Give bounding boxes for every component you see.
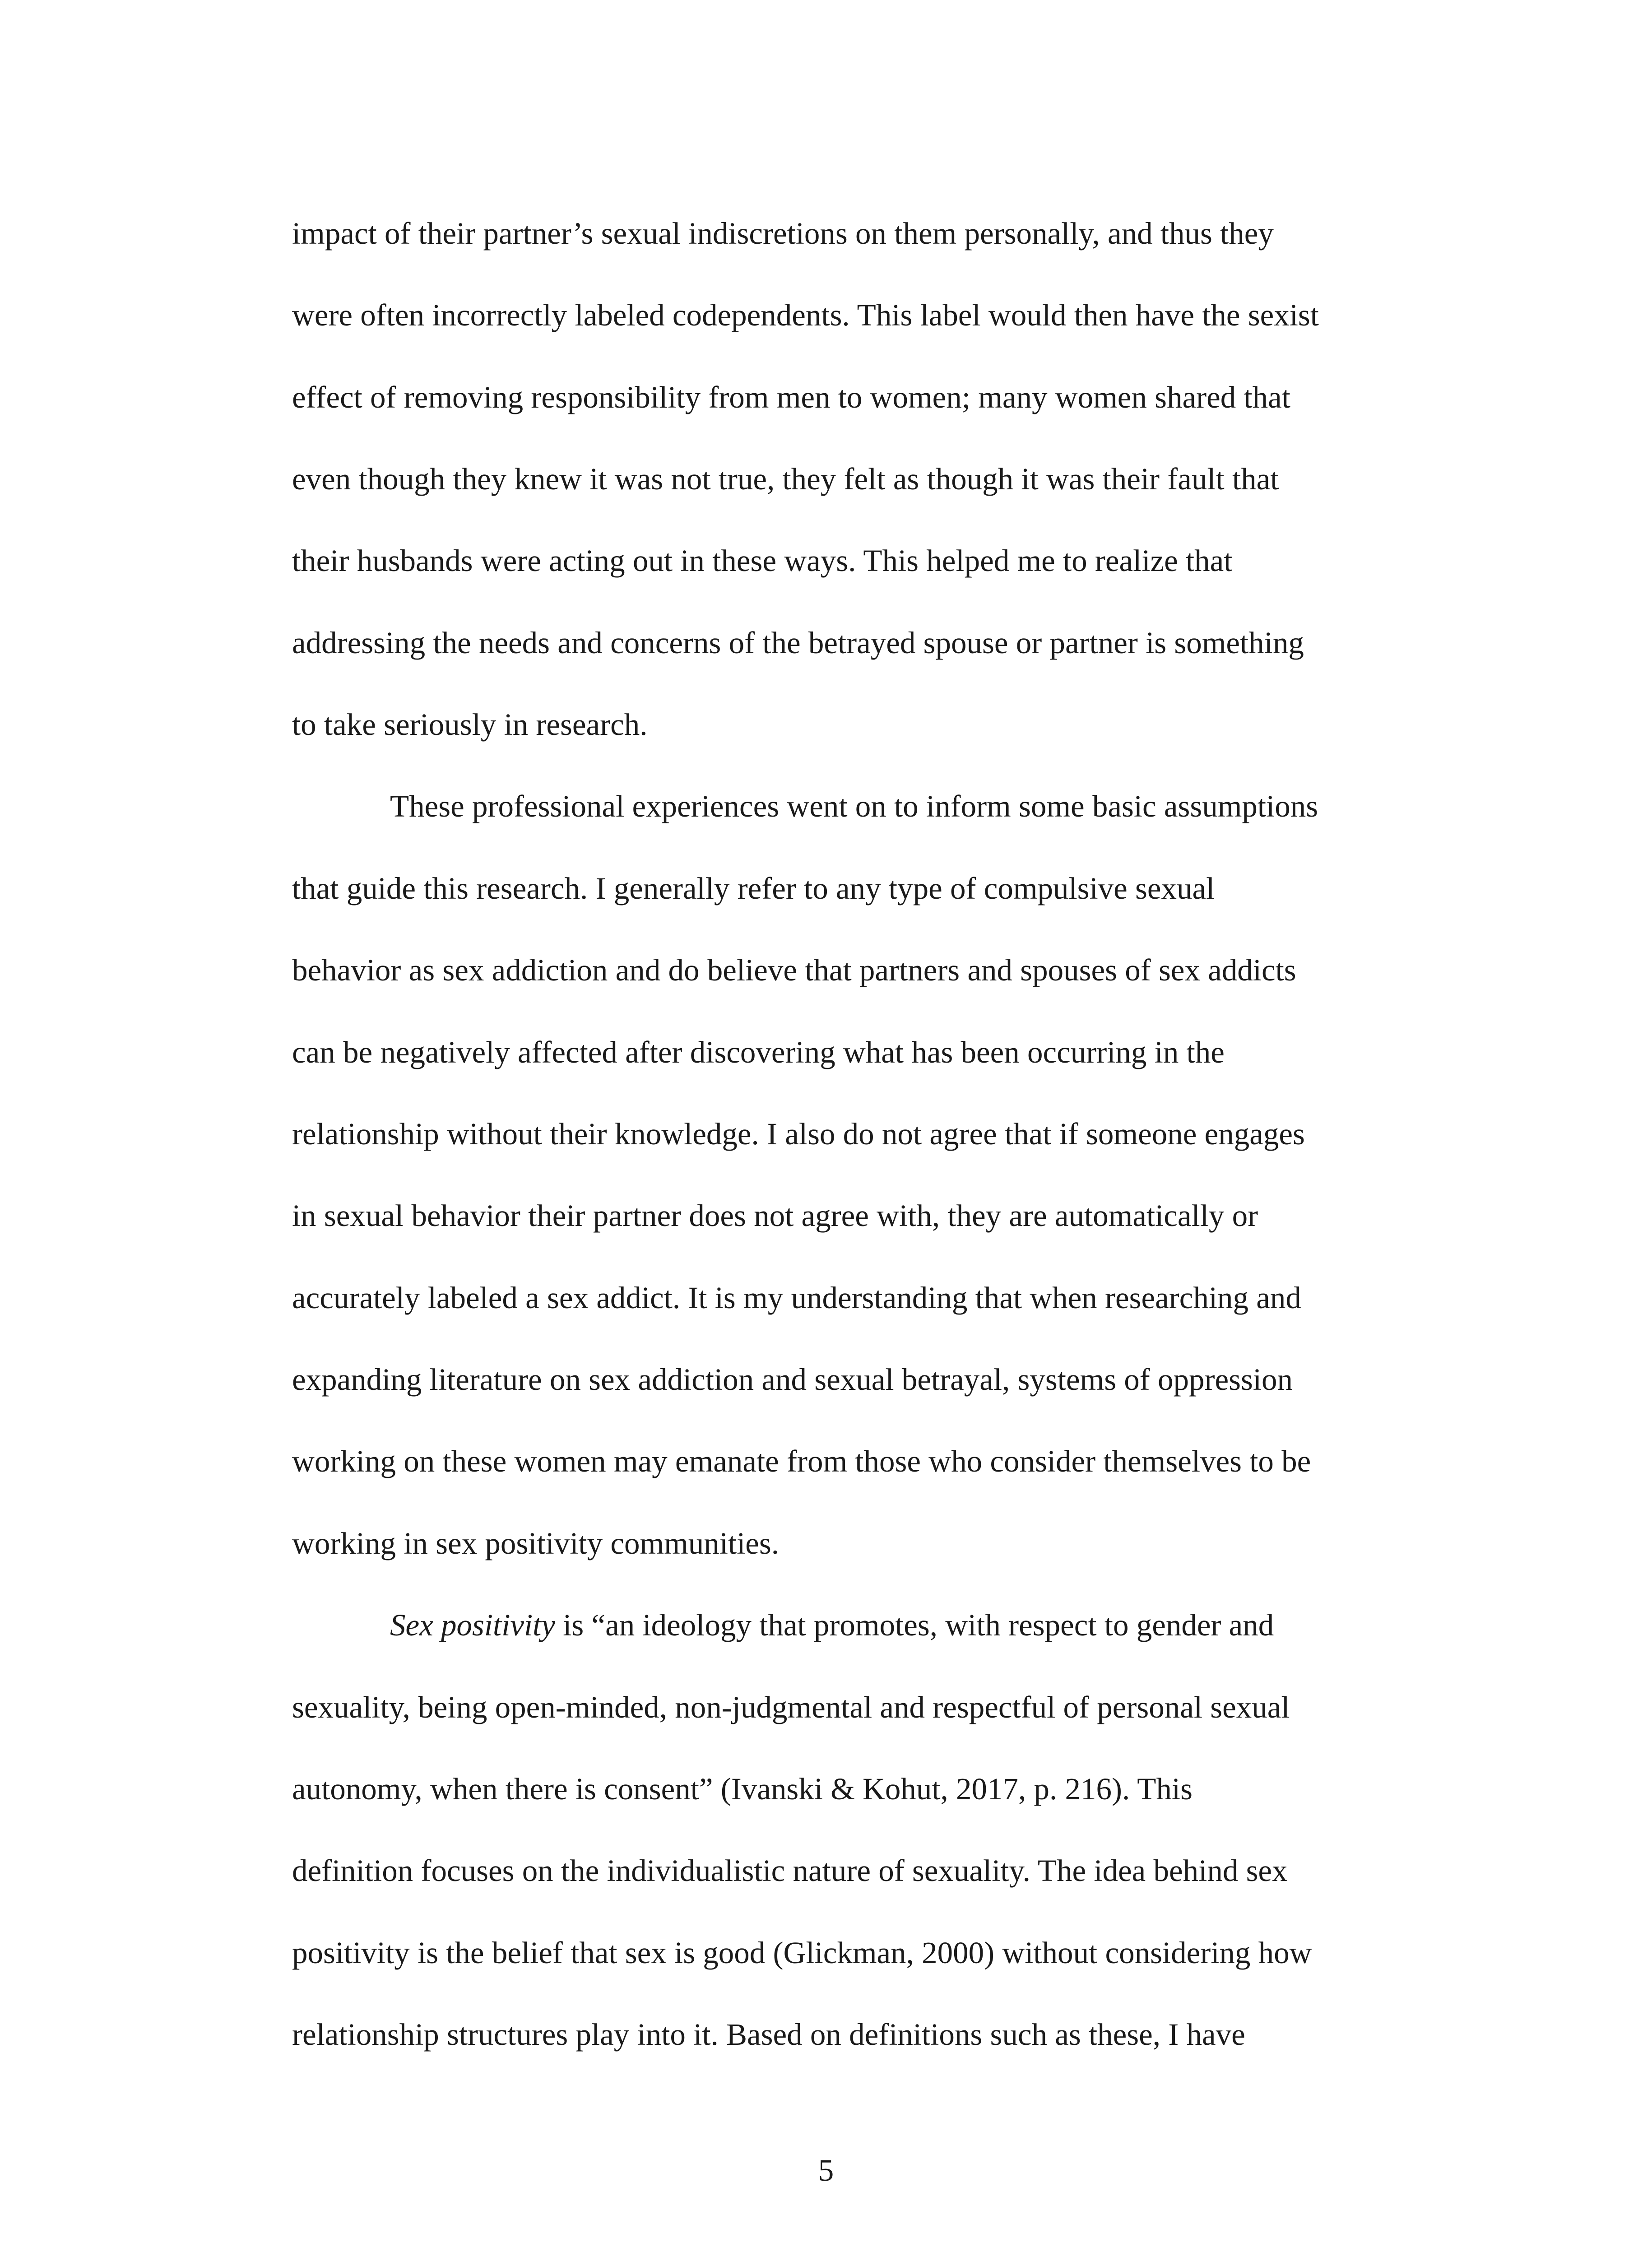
body-text-line: addressing the needs and concerns of the betrayed spouse or partner is something — [292, 626, 1304, 660]
body-text-line: impact of their partner’s sexual indiscretions on them personally, and thus they — [292, 216, 1274, 251]
italic-term: Sex positivity — [390, 1608, 555, 1642]
body-text-line: behavior as sex addiction and do believe that partners and spouses of sex addicts — [292, 953, 1296, 987]
body-text-line: that guide this research. I generally refer to any type of compulsive sexual — [292, 871, 1215, 906]
body-text-line: were often incorrectly labeled codependents. This label would then have the sexist — [292, 298, 1319, 332]
body-text-line: even though they knew it was not true, they felt as though it was their fault that — [292, 462, 1279, 496]
body-text-line: effect of removing responsibility from men to women; many women shared that — [292, 380, 1290, 414]
body-text-line: to take seriously in research. — [292, 707, 648, 742]
body-text-line: positivity is the belief that sex is good (Glickman, 2000) without considering how — [292, 1936, 1312, 1970]
body-text-line: accurately labeled a sex addict. It is my understanding that when researching and — [292, 1281, 1301, 1315]
body-text-line: expanding literature on sex addiction and sexual betrayal, systems of oppression — [292, 1362, 1293, 1397]
body-text-line: autonomy, when there is consent” (Ivanski & Kohut, 2017, p. 216). This — [292, 1772, 1193, 1806]
body-text-line: their husbands were acting out in these ways. This helped me to realize that — [292, 543, 1233, 578]
body-text-line: sexuality, being open-minded, non-judgmental and respectful of personal sexual — [292, 1690, 1290, 1724]
body-text-line: can be negatively affected after discovering what has been occurring in the — [292, 1035, 1225, 1069]
body-text-line: relationship without their knowledge. I also do not agree that if someone engages — [292, 1117, 1305, 1151]
body-text-line: relationship structures play into it. Based on definitions such as these, I have — [292, 2017, 1245, 2052]
body-text-span: is “an ideology that promotes, with respect to gender and — [555, 1608, 1274, 1642]
body-text-line: definition focuses on the individualistic nature of sexuality. The idea behind sex — [292, 1853, 1288, 1888]
body-text-line: working on these women may emanate from those who consider themselves to be — [292, 1444, 1311, 1478]
body-text-line: in sexual behavior their partner does not agree with, they are automatically or — [292, 1198, 1258, 1233]
body-text-line: working in sex positivity communities. — [292, 1526, 780, 1560]
page-number: 5 — [818, 2153, 834, 2187]
body-text-line: These professional experiences went on to inform some basic assumptions — [390, 789, 1318, 823]
body-text-line — [390, 1607, 1274, 1643]
